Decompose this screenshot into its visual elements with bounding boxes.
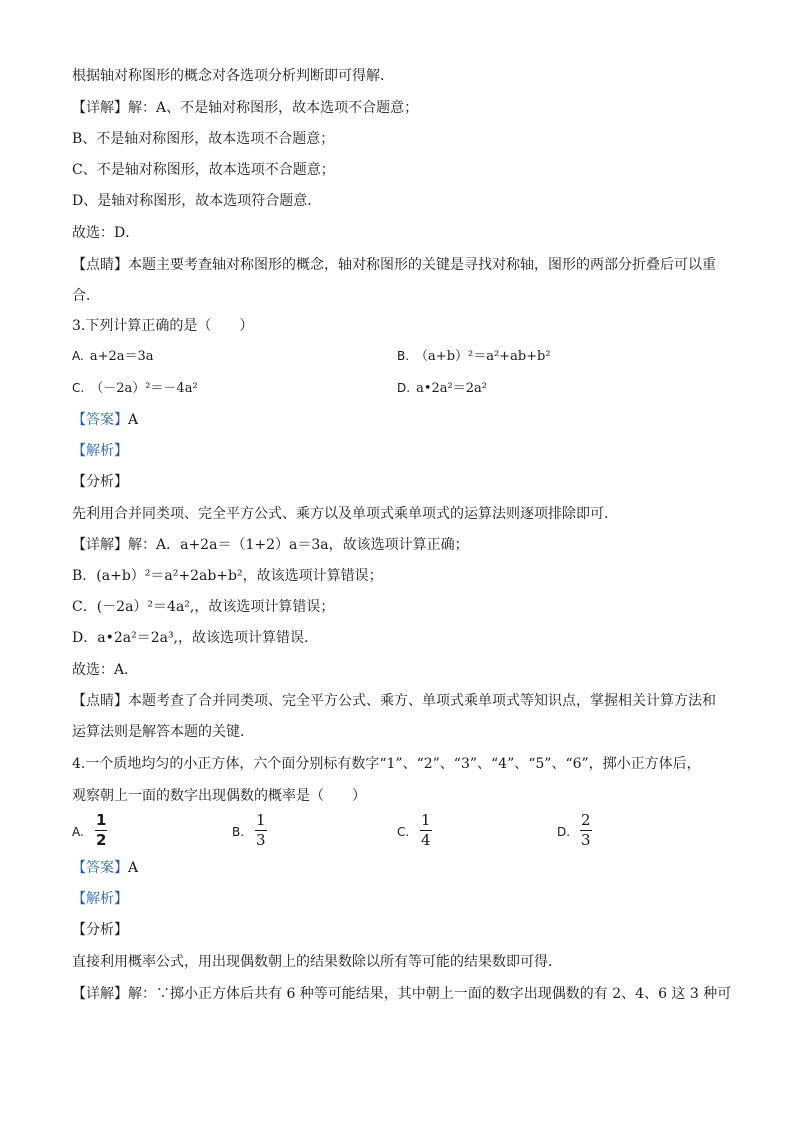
answer-line: 【答案】A — [72, 860, 139, 876]
answer-line — [72, 410, 138, 430]
q4-option-c: C. — [397, 825, 410, 839]
comment-line — [72, 255, 716, 275]
q4-option-b: B. — [232, 825, 245, 839]
analysis-heading: 【解析】 — [72, 443, 128, 459]
text-line: 运算法则是解答本题的关键． — [72, 724, 254, 740]
text-line: C、不是轴对称图形，故本选项不合题意； — [72, 162, 335, 178]
text-line: 故选：D． — [72, 225, 140, 241]
text-line: C．(－2a）²＝4a²,，故该选项计算错误； — [72, 599, 335, 615]
fenxi-heading: 【分析】 — [72, 922, 128, 938]
detail-line: 【详解】解：∵掷小正方体后共有 6 种等可能结果，其中朝上一面的数字出现偶数的有 2、4、6 这 3 种可 — [72, 986, 732, 1002]
q3-option-b: B. （a+b）²＝a²+ab+b² — [397, 349, 551, 364]
text-line: B、不是轴对称图形，故本选项不合题意； — [72, 131, 335, 147]
q4-option-a: A. — [72, 825, 84, 839]
text-line: 故选：A． — [72, 662, 139, 678]
q4-option-b-fraction: 1 3 — [256, 811, 266, 849]
detail-line: 【详解】解：A．a+2a＝（1+2）a＝3a，故该选项计算正确； — [72, 537, 469, 553]
q4-option-c-fraction: 1 4 — [421, 811, 431, 849]
detail-tag: 【详解】 — [72, 100, 128, 116]
q3-option-d: D. a•2a²＝2a² — [397, 381, 487, 396]
q3-option-c: C. （－2a）²＝－4a² — [72, 381, 198, 396]
question-3-stem: 3.下列计算正确的是（ ） — [72, 318, 254, 334]
text-line: D、是轴对称图形，故本选项符合题意． — [72, 193, 322, 209]
question-4-stem-line1: 4.一个质地均匀的小正方体，六个面分别标有数字“1”、“2”、“3”、“4”、“5”、“6”，掷小正方体后， — [72, 756, 701, 772]
fenxi-heading: 【分析】 — [72, 474, 128, 490]
answer-value: A — [128, 412, 139, 428]
detail-text: 解：A、不是轴对称图形，故本选项不合题意； — [128, 100, 419, 116]
q4-option-d: D. — [557, 825, 571, 839]
q3-option-a: A. a+2a＝3a — [72, 349, 154, 364]
answer-tag: 【答案】 — [72, 412, 128, 428]
q4-option-d-fraction: 2 3 — [581, 811, 591, 849]
comment-line: 【点睛】本题考查了合并同类项、完全平方公式、乘方、单项式乘单项式等知识点，掌握相关计算方法和 — [72, 693, 716, 709]
text-line: D．a•2a²＝2a³,，故该选项计算错误． — [72, 630, 319, 646]
text-line: B．(a+b）²＝a²+2ab+b²，故该选项计算错误； — [72, 568, 383, 584]
question-4-stem-line2: 观察朝上一面的数字出现偶数的概率是（ ） — [72, 788, 366, 804]
comment-text: 本题主要考查轴对称图形的概念，轴对称图形的关键是寻找对称轴，图形的两部分折叠后可以重 — [128, 257, 716, 273]
text-line: 合． — [72, 288, 100, 304]
analysis-heading: 【解析】 — [72, 891, 128, 907]
detail-line — [72, 98, 418, 118]
text-line: 直接利用概率公式，用出现偶数朝上的结果数除以所有等可能的结果数即可得． — [72, 954, 562, 970]
text-line: 根据轴对称图形的概念对各选项分析判断即可得解． — [72, 68, 394, 84]
q4-option-a-fraction: 1 2 — [96, 811, 107, 849]
text-line: 先利用合并同类项、完全平方公式、乘方以及单项式乘单项式的运算法则逐项排除即可． — [72, 506, 618, 522]
comment-tag: 【点睛】 — [72, 257, 128, 273]
